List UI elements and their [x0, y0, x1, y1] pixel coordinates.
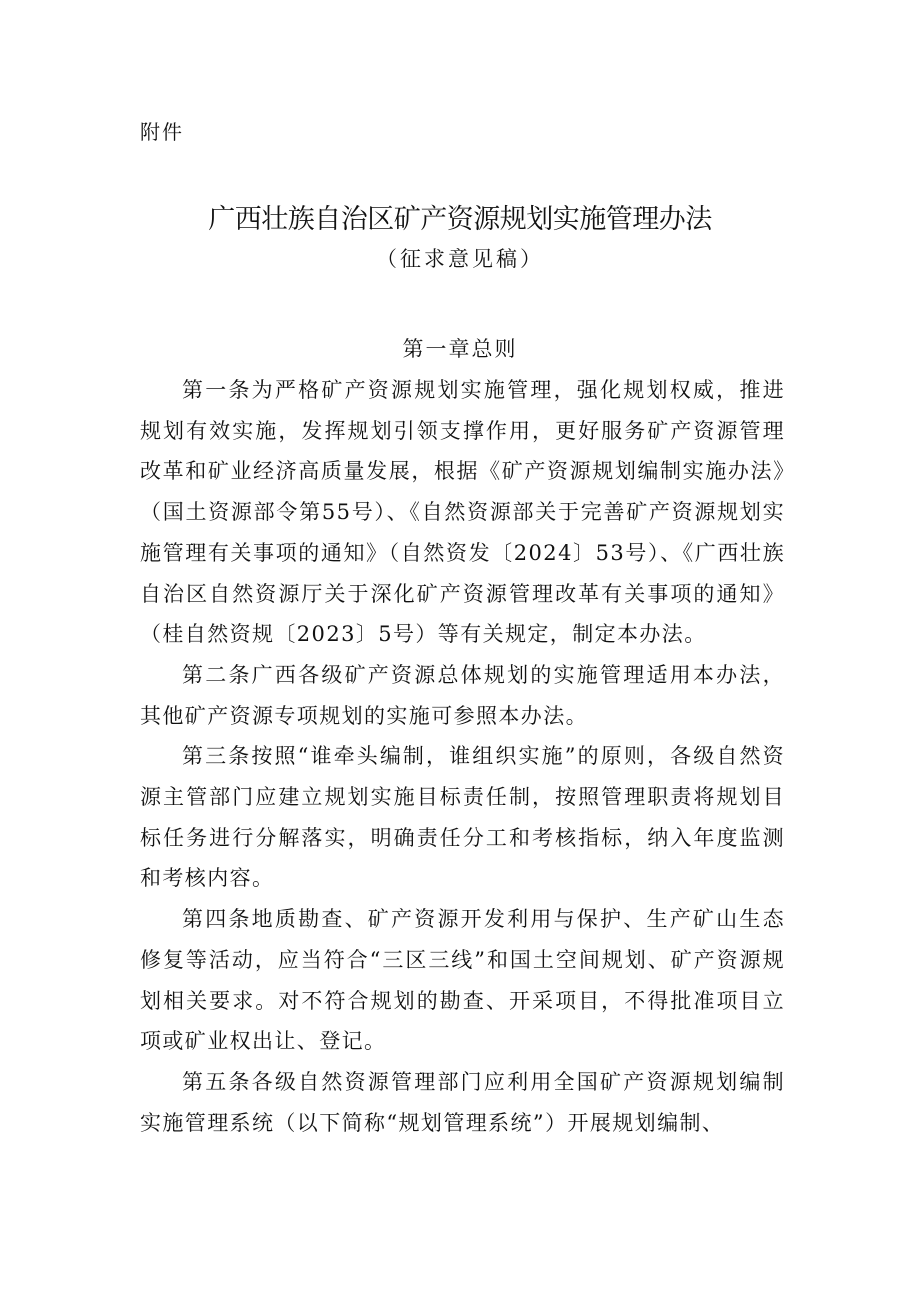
article-4: 第四条地质勘查、矿产资源开发利用与保护、生产矿山生态修复等活动，应当符合“三区三线”和国土空间规划、矿产资源规划相关要求。对不符合规划的勘查、开采项目，不得批准项目立项或矿业权出让、登记。 — [140, 907, 785, 1054]
document-title: 广西壮族自治区矿产资源规划实施管理办法 — [208, 204, 712, 235]
chapter-heading: 第一章总则 — [402, 337, 518, 361]
document-subtitle: （征求意见稿） — [376, 247, 544, 271]
article-5: 第五条各级自然资源管理部门应利用全国矿产资源规划编制实施管理系统（以下简称“规划管理系统”）开展规划编制、 — [140, 1069, 785, 1135]
document-body — [140, 370, 785, 1143]
article-1: 第一条为严格矿产资源规划实施管理，强化规划权威，推进规划有效实施，发挥规划引领支撑作用，更好服务矿产资源管理改革和矿业经济高质量发展，根据《矿产资源规划编制实施办法》（国土资源部令第55号）、《自然资源部关于完善矿产资源规划实施管理有关事项的通知》（自然资发〔2024〕53号）、《广西壮族自治区自然资源厅关于深化矿产资源管理改革有关事项的通知》（桂自然资规〔2023〕5号）等有关规定，制定本办法。 — [140, 378, 785, 647]
attachment-label: 附件 — [140, 120, 184, 144]
article-2: 第二条广西各级矿产资源总体规划的实施管理适用本办法，其他矿产资源专项规划的实施可参照本办法。 — [140, 662, 785, 728]
article-3: 第三条按照“谁牵头编制，谁组织实施”的原则，各级自然资源主管部门应建立规划实施目标责任制，按照管理职责将规划目标任务进行分解落实，明确责任分工和考核指标，纳入年度监测和考核内容。 — [140, 744, 785, 891]
